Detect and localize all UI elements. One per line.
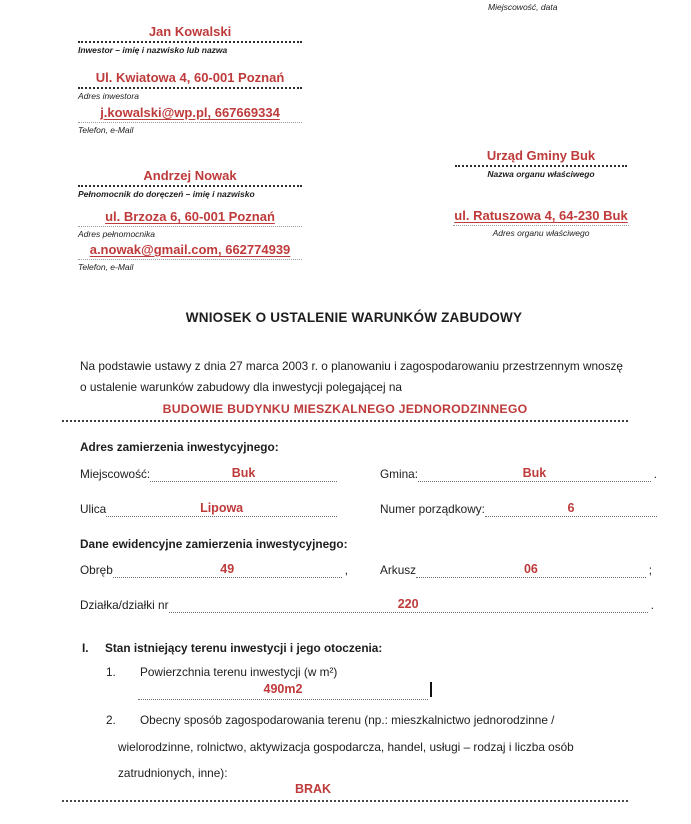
miejscowosc-input[interactable]: Buk (150, 466, 337, 482)
numer-input[interactable]: 6 (485, 501, 657, 517)
miejscowosc-label: Miejscowość: (80, 467, 151, 481)
authority-address-label: Adres organu właściwego (492, 228, 590, 238)
item2-text-line1: Obecny sposób zagospodarowania terenu (np.: mieszkalnictwo jednorodzinne / (140, 713, 555, 727)
item2-number: 2. (106, 713, 116, 727)
investment-type-value[interactable]: BUDOWIE BUDYNKU MIESZKALNEGO JEDNORODZINNEGO (162, 402, 528, 416)
item1-number: 1. (106, 665, 116, 679)
investor-contact-field (78, 105, 302, 135)
investor-address-field (78, 70, 302, 101)
investor-name-label: Inwestor – imię i nazwisko lub nazwa (78, 45, 228, 55)
dzialka-input[interactable]: 220 (169, 597, 648, 613)
item2-answer-field[interactable] (62, 780, 628, 802)
dzialka-suffix: . (650, 598, 654, 612)
investor-name-value[interactable]: Jan Kowalski (78, 24, 302, 43)
field-arkusz (380, 562, 652, 578)
registry-section-heading: Dane ewidencyjne zamierzenia inwestycyjnego: (80, 537, 348, 551)
obreb-input[interactable]: 49 (113, 562, 342, 578)
field-numer (380, 501, 657, 517)
field-obreb (80, 562, 348, 578)
authority-name-field (455, 148, 627, 179)
arkusz-input[interactable]: 06 (416, 562, 646, 578)
field-ulica (80, 501, 337, 517)
proxy-address-label: Adres pełnomocnika (78, 229, 156, 239)
field-dzialka (80, 597, 654, 613)
proxy-name-label: Pełnomocnik do doręczeń – imię i nazwisko (78, 189, 255, 199)
investment-type-field (62, 400, 628, 422)
place-date-caption: Miejscowość, data (488, 2, 558, 12)
item2-text-line2: wielorodzinne, rolnictwo, aktywizacja gospodarcza, handel, usługi – rodzaj i liczba osób (118, 740, 574, 754)
item1-answer-field[interactable] (138, 680, 428, 700)
section1-number: I. (82, 641, 89, 655)
gmina-suffix: . (653, 467, 657, 481)
proxy-address-value[interactable]: ul. Brzoza 6, 60-001 Poznań (105, 209, 275, 224)
item2-answer-value: BRAK (294, 782, 332, 796)
proxy-contact-label: Telefon, e-Mail (78, 262, 134, 272)
proxy-address-field (78, 209, 302, 239)
arkusz-suffix: ; (648, 563, 652, 577)
authority-address-field (453, 208, 629, 238)
gmina-label: Gmina: (380, 467, 419, 481)
numer-label: Numer porządkowy: (380, 502, 485, 516)
field-gmina (380, 466, 657, 482)
document-title: WNIOSEK O USTALENIE WARUNKÓW ZABUDOWY (185, 310, 523, 325)
authority-name-value[interactable]: Urząd Gminy Buk (455, 148, 627, 167)
obreb-suffix: , (344, 563, 348, 577)
arkusz-label: Arkusz (380, 563, 417, 577)
proxy-name-value[interactable]: Andrzej Nowak (78, 168, 302, 187)
proxy-contact-field (78, 242, 302, 272)
address-section-heading: Adres zamierzenia inwestycyjnego: (80, 440, 279, 454)
proxy-name-field (78, 168, 302, 199)
gmina-input[interactable]: Buk (418, 466, 651, 482)
authority-address-value[interactable]: ul. Ratuszowa 4, 64-230 Buk (454, 208, 628, 223)
investor-contact-label: Telefon, e-Mail (78, 125, 134, 135)
intro-paragraph: Na podstawie ustawy z dnia 27 marca 2003 r. o planowaniu i zagospodarowaniu przestrzennym wnoszę o ustalenie warunków zabudowy dla inwestycji polegającej na (80, 359, 623, 394)
item2-text-line3: zatrudnionych, inne): (118, 766, 228, 780)
section1-heading: Stan istniejący terenu inwestycji i jego otoczenia: (105, 641, 383, 655)
item1-text: Powierzchnia terenu inwestycji (w m²) (140, 665, 338, 679)
authority-name-label: Nazwa organu właściwego (487, 169, 595, 179)
dzialka-label: Działka/działki nr (80, 598, 169, 612)
investor-address-label: Adres inwestora (78, 91, 139, 101)
investor-address-value[interactable]: Ul. Kwiatowa 4, 60-001 Poznań (78, 70, 302, 89)
text-cursor (430, 682, 432, 697)
item1-answer-value: 490m2 (263, 682, 303, 696)
investor-contact-value[interactable]: j.kowalski@wp.pl, 667669334 (100, 105, 280, 120)
proxy-contact-value[interactable]: a.nowak@gmail.com, 662774939 (89, 242, 291, 257)
ulica-label: Ulica (80, 502, 107, 516)
ulica-input[interactable]: Lipowa (106, 501, 337, 517)
field-miejscowosc (80, 466, 337, 482)
investor-name-field (78, 24, 302, 55)
obreb-label: Obręb (80, 563, 113, 577)
